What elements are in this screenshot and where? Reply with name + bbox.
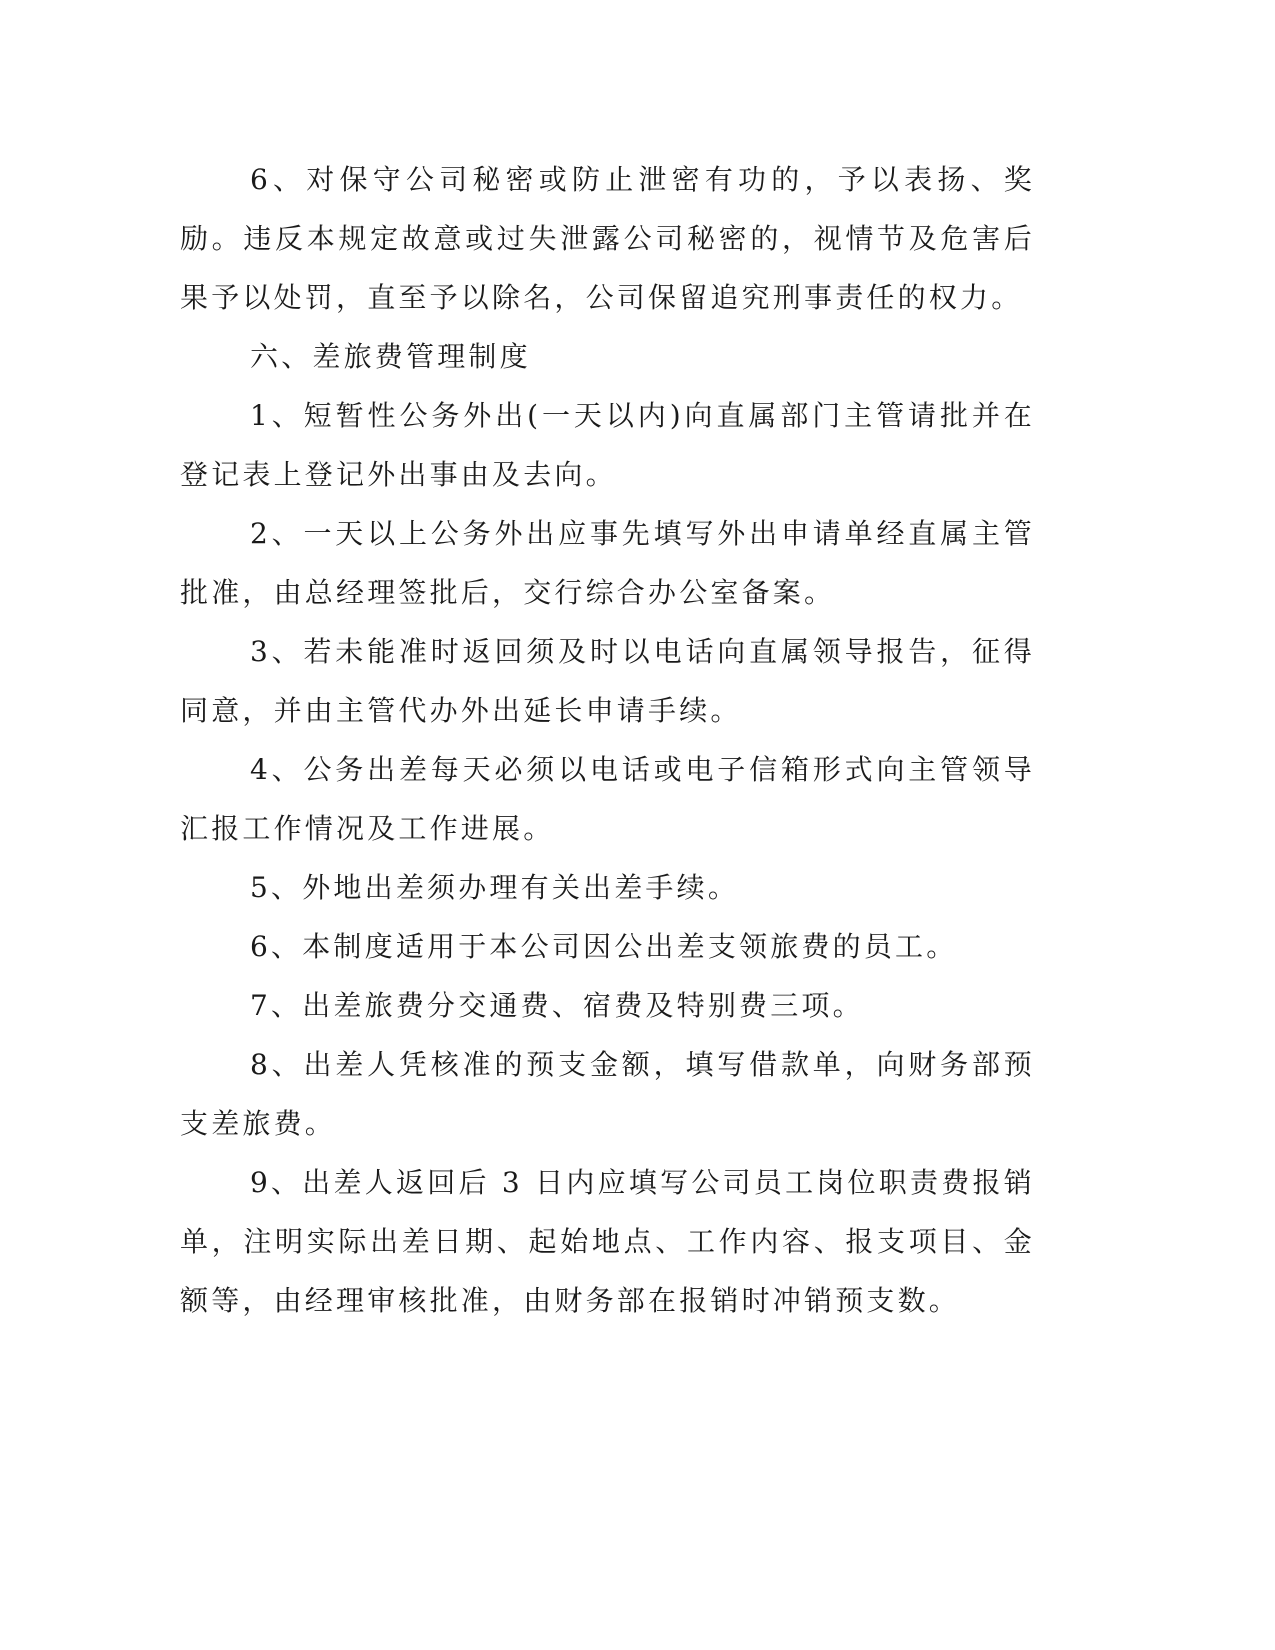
paragraph-item-3: 3、若未能准时返回须及时以电话向直属领导报告，征得同意，并由主管代办外出延长申请手续。 — [180, 635, 1035, 727]
paragraph-item-8: 8、出差人凭核准的预支金额，填写借款单，向财务部预支差旅费。 — [180, 1048, 1035, 1140]
section-heading-travel-expense: 六、差旅费管理制度 — [250, 340, 531, 373]
paragraph-item-1: 1、短暂性公务外出(一天以内)向直属部门主管请批并在登记表上登记外出事由及去向。 — [180, 399, 1035, 491]
document-page — [180, 150, 1035, 1330]
paragraph-item-7: 7、出差旅费分交通费、宿费及特别费三项。 — [250, 989, 864, 1022]
paragraph-confidentiality-reward: 6、对保守公司秘密或防止泄密有功的，予以表扬、奖励。违反本规定故意或过失泄露公司秘密的，视情节及危害后果予以处罚，直至予以除名，公司保留追究刑事责任的权力。 — [180, 163, 1035, 314]
paragraph-item-4: 4、公务出差每天必须以电话或电子信箱形式向主管领导汇报工作情况及工作进展。 — [180, 753, 1035, 845]
paragraph-item-9: 9、出差人返回后 3 日内应填写公司员工岗位职责费报销单，注明实际出差日期、起始地点、工作内容、报支项目、金额等，由经理审核批准，由财务部在报销时冲销预支数。 — [180, 1166, 1035, 1317]
paragraph-item-6: 6、本制度适用于本公司因公出差支领旅费的员工。 — [250, 930, 958, 963]
paragraph-item-5: 5、外地出差须办理有关出差手续。 — [250, 871, 740, 904]
paragraph-item-2: 2、一天以上公务外出应事先填写外出申请单经直属主管批准，由总经理签批后，交行综合办公室备案。 — [180, 517, 1035, 609]
